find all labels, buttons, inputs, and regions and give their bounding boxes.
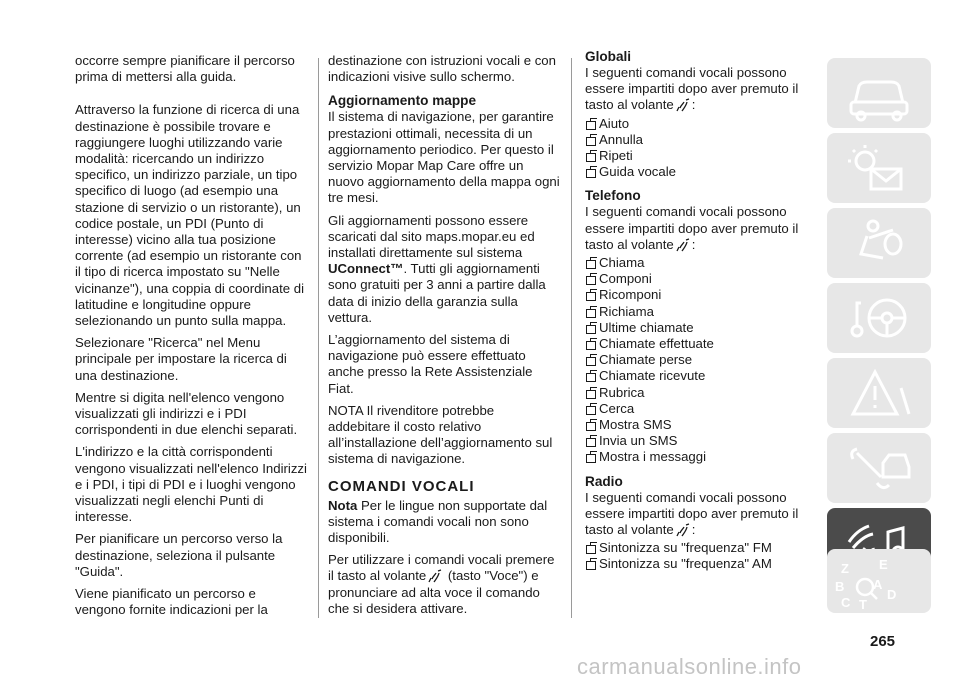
voice-command-icon [427, 569, 443, 583]
index-letter: C [841, 595, 851, 610]
text: : [691, 97, 696, 113]
paragraph: Attraverso la funzione di ricerca di una destinazione è possibile trovare e raggiungere luoghi utilizzando varie modalità: ricercando un indirizzo specifico, un indirizzo parziale, un tipo specifico di luogo (ad esempio una stazione di servizio o un ristorante), un codice postale, un PDI (Punto di interesse) vicino alla tua posizione corrente (ad esempio un ristorante con il tipo di ricerca impostato su "Nelle vicinanze"), una coppia di coordinate di latitudine e longitudine oppure selezionando un punto sulla mappa. [75, 102, 305, 329]
text: I seguenti comandi vocali possono essere impartiti dopo aver premuto il tasto al volante [585, 65, 799, 113]
text: . Tutti gli aggiornamenti sono gratuiti per 3 anni a partire dalla data di inizio della garanzia sulla vettura. [328, 261, 546, 325]
text: Gli aggiornamenti possono essere scaricati dal sito maps.mopar.eu ed installati direttamente sul sistema [328, 212, 535, 261]
list-item: Chiamate perse [585, 352, 805, 368]
paragraph [328, 213, 560, 326]
index-letter: Z [841, 561, 849, 576]
list-item: Ultime chiamate [585, 320, 805, 336]
paragraph: Mentre si digita nell'elenco vengono visualizzati gli indirizzi e i PDI corrispondenti in due elenchi separati. [75, 389, 298, 438]
command-list-radio [585, 540, 805, 572]
section-heading-globali: Globali [585, 49, 632, 64]
paragraph: Selezionare "Ricerca" nel Menu principale per impostare la ricerca di una destinazione. [75, 335, 287, 383]
list-item: Cerca [585, 401, 805, 417]
index-letter: B [835, 579, 845, 594]
chapter-tab-emergency[interactable] [827, 358, 931, 428]
column-3 [585, 49, 805, 579]
list-item: Ricomponi [585, 287, 805, 303]
paragraph: occorre sempre pianificare il percorso prima di mettersi alla guida. [75, 53, 295, 85]
paragraph: Per pianificare un percorso verso la destinazione, seleziona il pulsante "Guida". [75, 531, 283, 579]
paragraph: Il sistema di navigazione, per garantire prestazioni ottimali, necessita di un aggiornamento periodico. Per questo il servizio Mopar Map Care offre un nuovo aggiornamento della mappa ogni tre mesi. [328, 109, 560, 206]
wrench-car-icon [827, 433, 931, 503]
list-item: Aiuto [585, 116, 805, 132]
list-item: Mostra i messaggi [585, 449, 805, 465]
index-letter: A [873, 577, 883, 592]
paragraph: destinazione con istruzioni vocali e con indicazioni visive sullo schermo. [328, 53, 556, 85]
text: (tasto "Voce") e pronunciare ad alta voce il comando che si desidera attivare. [328, 568, 540, 616]
car-icon [827, 58, 931, 128]
list-item: Richiama [585, 304, 805, 320]
text: Per utilizzare i comandi vocali premere il tasto al volante [328, 552, 555, 584]
chapter-tab-safety[interactable] [827, 208, 931, 278]
brand-name: UConnect™ [328, 261, 404, 277]
warning-light-mail-icon [827, 133, 931, 203]
seat-airbag-icon [827, 208, 931, 278]
paragraph: NOTA Il rivenditore potrebbe addebitare il costo relativo all’installazione dell’aggiornamento sul sistema di navigazione. [328, 402, 553, 467]
text: I seguenti comandi vocali possono essere impartiti dopo aver premuto il tasto al volante [585, 204, 799, 252]
list-item: Sintonizza su "frequenza" AM [585, 556, 805, 572]
watermark: carmanualsonline.info [577, 654, 802, 679]
index-letter: T [859, 597, 867, 612]
list-item: Rubrica [585, 385, 805, 401]
paragraph [585, 65, 805, 114]
page-number: 265 [870, 633, 896, 650]
chapter-tab-maintenance[interactable] [827, 433, 931, 503]
column-divider [571, 58, 572, 618]
paragraph [585, 490, 805, 539]
voice-command-icon [675, 238, 691, 252]
voice-command-icon [675, 523, 691, 537]
list-item: Ripeti [585, 148, 805, 164]
index-letter: E [879, 557, 888, 572]
note-label: Nota [328, 497, 358, 513]
text: : [691, 522, 696, 538]
chapter-tab-starting[interactable] [827, 283, 931, 353]
list-item: Chiamate ricevute [585, 368, 805, 384]
section-heading-radio: Radio [585, 473, 623, 489]
index-letter: D [887, 587, 897, 602]
list-item: Chiama [585, 255, 805, 271]
section-heading-maps: Aggiornamento mappe [328, 93, 477, 109]
command-list-globali [585, 116, 805, 181]
list-item: Invia un SMS [585, 433, 805, 449]
list-item: Componi [585, 271, 805, 287]
index-letters-icon [827, 549, 931, 613]
command-list-telefono [585, 255, 805, 466]
list-item: Annulla [585, 132, 805, 148]
voice-command-icon [675, 98, 691, 112]
list-item: Sintonizza su "frequenza" FM [585, 540, 805, 556]
road-warning-icon [827, 358, 931, 428]
column-divider [318, 58, 319, 618]
list-item: Guida vocale [585, 164, 805, 180]
chapter-tab-car[interactable] [827, 58, 931, 128]
section-heading-voice: COMANDI VOCALI [328, 477, 475, 495]
text: Per le lingue non supportate dal sistema i comandi vocali non sono disponibili. [328, 497, 548, 546]
list-item: Mostra SMS [585, 417, 805, 433]
steering-key-icon [827, 283, 931, 353]
paragraph: Viene pianificato un percorso e vengono fornite indicazioni per la [75, 586, 268, 618]
text: : [691, 236, 696, 252]
list-item: Chiamate effettuate [585, 336, 805, 352]
column-1 [75, 53, 307, 625]
column-2 [328, 53, 560, 623]
paragraph [328, 498, 560, 547]
paragraph: L’aggiornamento del sistema di navigazione può essere effettuato anche presso la Rete Assistenziale Fiat. [328, 332, 533, 396]
text: I seguenti comandi vocali possono essere impartiti dopo aver premuto il tasto al volante [585, 489, 799, 538]
paragraph: L'indirizzo e la città corrispondenti vengono visualizzati nell'elenco Indirizzi e i PDI, i tipi di PDI e i luoghi vengono visualizzati negli elenchi Punti di interesse. [75, 444, 307, 525]
paragraph [585, 204, 805, 253]
chapter-tab-warning-lights[interactable] [827, 133, 931, 203]
paragraph [328, 552, 560, 617]
chapter-tab-index[interactable] [827, 549, 931, 613]
section-heading-telefono: Telefono [585, 188, 641, 204]
